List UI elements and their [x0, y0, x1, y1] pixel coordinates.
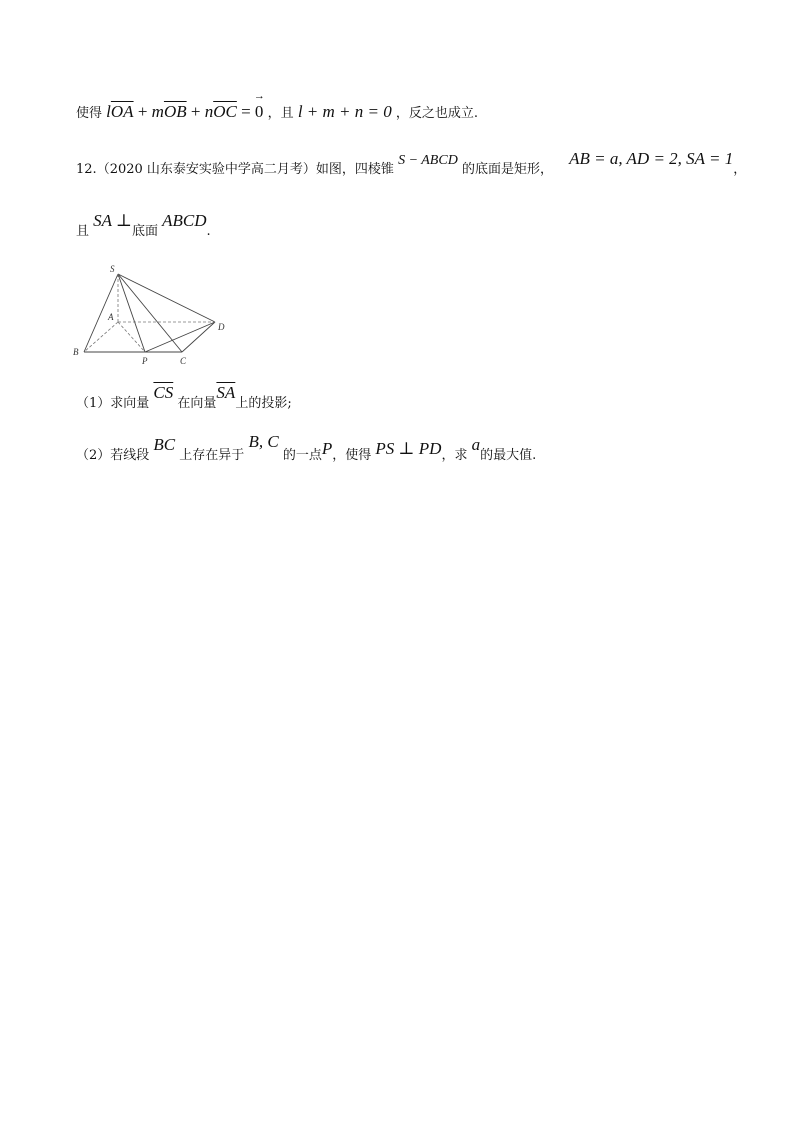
- vec-ob: $\overline{OB}$: [163, 102, 187, 121]
- label-c: C: [180, 356, 187, 366]
- pyramid-name: S − ABCD: [398, 153, 458, 168]
- zero: 0: [254, 102, 264, 121]
- line1-prefix: 使得: [76, 106, 103, 121]
- line1-conj: ，且: [267, 106, 294, 121]
- problem-intro: 如图，四棱锥: [315, 162, 394, 177]
- points-bc: B, C: [248, 432, 279, 451]
- q1-mid: 在向量: [177, 396, 217, 411]
- label-d: D: [218, 322, 225, 332]
- label-b: B: [73, 347, 79, 357]
- point-p: P: [321, 439, 333, 458]
- coef-l: l: [106, 102, 111, 121]
- perp-statement: SA ⊥: [93, 211, 132, 230]
- vec-oc: $\overline{OC}$: [213, 102, 237, 121]
- edge-ap: [118, 322, 145, 352]
- segment-bc: BC: [153, 435, 176, 454]
- problem-source: （2020 山东泰安实验中学高二月考）: [96, 162, 316, 177]
- base-word: 底面: [131, 224, 158, 239]
- problem-number: 12.: [76, 162, 97, 177]
- vec-cs: $\overline{CS}$: [153, 383, 174, 402]
- zero-arrow: →: [253, 90, 265, 102]
- line-1: [76, 90, 479, 122]
- comma: ，: [733, 162, 747, 177]
- var-a: a: [471, 435, 481, 454]
- label-s: S: [110, 264, 115, 274]
- q2-t3: ，使得: [332, 448, 372, 463]
- problem-12-line-2: [76, 211, 211, 240]
- vector-equation: [106, 90, 268, 121]
- label-p: P: [142, 356, 148, 366]
- period: .: [206, 224, 211, 239]
- edge-pd: [145, 322, 215, 352]
- edge-ab: [84, 322, 118, 352]
- problem-12-line-1: [76, 149, 747, 178]
- question-2: [76, 432, 537, 464]
- q1-num: （1）求向量: [76, 396, 150, 411]
- pyramid-figure: [70, 262, 240, 372]
- q2-num: （2）若线段: [76, 448, 150, 463]
- coef-m: m: [151, 102, 164, 121]
- equals: =: [236, 102, 255, 121]
- q2-t4: ，求: [441, 448, 468, 463]
- q1-end: 上的投影;: [235, 396, 292, 411]
- zero-vector: [253, 90, 265, 122]
- line2-prefix: 且: [76, 224, 90, 239]
- problem-mid: 的底面是矩形，: [461, 162, 553, 177]
- q2-t2: 的一点: [282, 448, 322, 463]
- conditions: AB = a, AD = 2, SA = 1: [569, 149, 734, 168]
- edge-cd: [182, 322, 215, 352]
- label-a: A: [108, 312, 114, 322]
- plane-name: ABCD: [162, 211, 207, 230]
- vec-oa: $\overline{OA}$: [110, 102, 134, 121]
- plus-2: +: [186, 102, 205, 121]
- q2-t1: 上存在异于: [179, 448, 245, 463]
- scalar-equation: l + m + n = 0: [297, 102, 392, 121]
- line1-suffix: ，反之也成立.: [395, 106, 479, 121]
- q2-t5: 的最大值.: [480, 448, 537, 463]
- question-1: [76, 383, 292, 412]
- vec-sa: $\overline{SA}$: [216, 383, 236, 402]
- coef-n: n: [204, 102, 214, 121]
- perp-condition: PS ⊥ PD: [375, 439, 442, 458]
- plus-1: +: [133, 102, 152, 121]
